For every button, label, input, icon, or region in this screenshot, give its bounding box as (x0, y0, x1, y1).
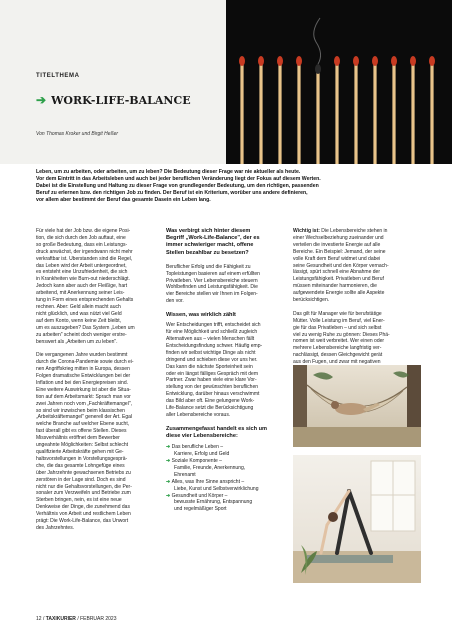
text-line: verteilen die investierte Energie auf alle (293, 241, 381, 248)
paragraph (166, 322, 284, 419)
subheading: Wissen, was wirklich zählt (166, 312, 236, 319)
match-head (296, 56, 302, 66)
text-line: nomen ist weit verbreitet. Wer einen oder (293, 338, 385, 345)
text-line: Alternativen aus – vielen Menschen fällt (166, 336, 255, 343)
text-column-3 (293, 228, 421, 373)
text-line: des Jahrzehntes. (36, 524, 75, 531)
text-line: auf dem Konto, wenn keine Zeit bleibt, (36, 317, 122, 324)
text-line: nicht nur die Gehaltsvorstellungen, die Per- (36, 483, 132, 490)
text-line: Wohlbefinden und Leistungsfähigkeit. Die (166, 284, 258, 291)
text-line: finden wir selbst wichtige Dinge als nicht (166, 349, 256, 356)
text-line: Denkweise der Dinge, die zunehmend das (36, 504, 130, 511)
text-line (293, 228, 421, 235)
lead-in: Wichtig ist: (293, 228, 320, 234)
list-item-continuation: Ehrenamt (174, 471, 196, 478)
text-line: Life-Balance setzt die Berücksichtigung (166, 405, 254, 412)
lead-line: Dabei ist die Einstellung und Haltung zu dieser Frage von grundlegender Bedeutung, um den richtigen, passenden (36, 183, 319, 189)
match-head (429, 56, 435, 66)
matches-image (226, 0, 452, 164)
list-item-text: Soziale Komponente – (171, 458, 222, 465)
hammock-photo (293, 365, 421, 447)
paragraph (166, 264, 284, 305)
text-line: Sterben bringen, nein, es ist eine neue (36, 497, 122, 504)
list-item-continuation: Familie, Freunde, Anerkennung, (174, 464, 246, 471)
arrow-bullet-icon: ➔ (166, 458, 172, 465)
match-head (391, 56, 397, 66)
text-line: welche Branche auf welcher Ebene sucht, (36, 421, 130, 428)
arrow-bullet-icon: ➔ (166, 444, 172, 451)
hero-banner (0, 0, 452, 164)
match-head (353, 56, 359, 66)
text-line: fast überall gibt es offene Stellen. Dieses (36, 428, 127, 435)
text-line: Mütter. Volle Leistung im Beruf, viel Ener- (293, 317, 385, 324)
lead-paragraph (36, 169, 426, 204)
text-line: Verhältnis von Arbeit und restlichem Leben (36, 511, 131, 518)
match-head (239, 56, 245, 66)
text-line: volle Kraft dem Beruf widmet und dabei (293, 255, 381, 262)
match-stick (259, 64, 262, 164)
arrow-bullet-icon: ➔ (166, 492, 172, 499)
text-line: es entsteht eine Unzufriedenheit, die sich (36, 269, 128, 276)
text-line: Wer Entscheidungen trifft, entscheidet sich (166, 322, 261, 329)
text-line: mehrere Lebensbereiche langfristig ver- (293, 345, 382, 352)
text-line: Jedoch kann aber auch der Fleißige, hart (36, 283, 128, 290)
page-number: 12 (36, 616, 42, 622)
page-footer (36, 616, 117, 622)
text-line: um es auszugeben? Das System „Leben um (36, 324, 135, 331)
text-line: ungeahnte Möglichkeiten: Selbst schlecht (36, 442, 129, 449)
text-line: Partner. Zwar haben viele eine klare Vor- (166, 377, 257, 384)
list-item (166, 458, 284, 479)
smoke-trail (314, 18, 321, 64)
match-stick (278, 64, 281, 164)
text-line: Entscheidungsfindung schwer. Häufig emp- (166, 342, 263, 349)
text-line: aller Lebensbereiche voraus. (166, 412, 231, 419)
byline: Von Thomas Kroker und Birgit Heßer (36, 131, 119, 137)
text-line: Die vergangenen Jahre wurden bestimmt (36, 352, 128, 359)
headline (36, 93, 191, 107)
text-line: seine Gesundheit und den Körper vernach- (293, 262, 389, 269)
text-line: einer Wechselbeziehung zueinander und (293, 234, 384, 241)
list-item-text: Das berufliche Leben – (171, 444, 224, 451)
paragraph (293, 311, 421, 373)
text-line: stellung von der gewünschten beruflichen (166, 384, 259, 391)
text-line: zu arbeiten" scheint doch weniger erstre- (36, 331, 127, 338)
text-line: das Bild aber oft. Eine gelungene Work- (166, 398, 255, 405)
text-line: so große Bedeutung, dass ein Leistungs- (36, 241, 128, 248)
lead-line: vor allem aber bestimmt der Beruf das gesamte Dasein ein Leben lang. (36, 197, 211, 203)
text-line: zerstören in der Lage sind. Doch es sind (36, 476, 126, 483)
text-line: Entwicklung, darüber hinaus verschwimmt (166, 391, 260, 398)
text-line: Inflation und bei den Energiepreisen sind. (36, 379, 129, 386)
text-line: oder ein längst fälliges Gespräch mit dem (166, 370, 258, 377)
text-line: vier Bereiche stellen wir Ihnen im Folgen- (166, 291, 258, 298)
subheading: Stellen bezahlbar zu besetzen? (166, 249, 249, 256)
footer-separator: / (42, 616, 46, 622)
text-line: für eine Möglichkeit und schließt zugleich (166, 329, 258, 336)
text-line: Privatleben. Vier Lebensbereiche steuern (166, 277, 258, 284)
text-line: nachlässigt, dessen Gleichgewicht gerät (293, 352, 383, 359)
text-line: prägt: Die Work-Life-Balance, das Unwort (36, 518, 129, 525)
text-line: verkraftbar ist. Überstanden sind die Regel, (36, 255, 133, 262)
text-line: Missverhältnis eröffnet dem Bewerber (36, 435, 120, 442)
text-line: rechnen. Aber: Geld allein macht auch (36, 303, 121, 310)
text-line: so sind wir inzwischen beim klassischen (36, 407, 125, 414)
text-line: Für viele hat der Job bzw. die eigene Posi- (36, 228, 131, 234)
title-panel (0, 0, 226, 164)
text-line: müssen miteinander harmonieren, die (293, 283, 377, 290)
list-item-first-line (166, 458, 284, 465)
text-column-1 (36, 228, 156, 532)
match-head (372, 56, 378, 66)
text-line: nen Angriffskrieg mitten in Europa, dessen (36, 366, 130, 373)
text-line: durch die Corona-Pandemie sowie durch ei- (36, 359, 134, 366)
lead-line: Leben, um zu arbeiten, oder arbeiten, um zu leben? Die Bedeutung dieser Frage war nie aktueller als heute. (36, 169, 301, 175)
list-item-continuation: und regelmäßiger Sport (174, 506, 227, 513)
match-stick (430, 64, 433, 164)
burnt-match-head (315, 64, 321, 74)
arrow-right-icon: ➔ (36, 93, 47, 107)
text-line: aus den Fugen, und zwar mit negativen (293, 359, 381, 366)
text-line: haltsvorstellungen in Vorstellungsgesprä- (36, 455, 128, 462)
text-line: das Leben wird der Arbeit untergeordnet, (36, 262, 127, 269)
subheading: immer schwieriger macht, offene (166, 242, 254, 249)
lead-line: Vor dem Eintritt in das Arbeitsleben und auch bei jeder beruflichen Veränderung liegt der Fokus auf diesem Werten. (36, 176, 321, 182)
magazine-name: TAXIKURIER (45, 616, 76, 622)
list-item-continuation: Karriere, Erfolg und Geld (174, 451, 230, 458)
text-line: über Jahrzehnte gewachsenen Betriebs zu (36, 469, 131, 476)
text-line: arbeitend, mit Anerkennung seiner Leis- (36, 290, 125, 297)
match-head (410, 56, 416, 66)
matches-illustration (226, 0, 452, 164)
list-item (166, 479, 284, 493)
text-line: dringend und schieben diese vor uns her. (166, 356, 258, 363)
list-item (166, 444, 284, 458)
text-line: Bereiche. Ein Beispiel: Jemand, der seine (293, 248, 386, 255)
text-line: Folgen dramatische Entwicklungen bei der (36, 373, 131, 380)
yoga-photo (293, 455, 421, 583)
paragraph (293, 228, 421, 304)
text-line: zwei Jahren noch vom „Fachkräftemangel", (36, 400, 132, 407)
match-stick (373, 64, 376, 164)
subheading: Zusammengefasst handelt es sich um (166, 425, 268, 432)
text-line: in Krankheiten wie Burn-out niederschlägt. (36, 276, 130, 283)
text-line (36, 345, 156, 352)
text-line: tion, die sich durch den Job auftaut, eine (36, 234, 126, 241)
text-line: sonaler zum Verzweifeln und Betriebe zum (36, 490, 131, 497)
list-item-first-line (166, 493, 284, 500)
text-line: Leistungsfähigkeit. Privatleben und Beruf (293, 276, 384, 283)
text-line: Topleistungen basieren auf einem erfüllten (166, 270, 260, 277)
text-line: Eine weitere Auswirkung ist aber die Situa- (36, 386, 131, 393)
match-stick (240, 64, 243, 164)
text-line: lässigt, spürt schnell eine Abnahme der (293, 269, 380, 276)
text-line: berücksichtigen. (293, 297, 330, 304)
list-item-continuation: Liebe, Kunst und Selbstverwirklichung (174, 485, 259, 492)
match-stick (392, 64, 395, 164)
text-line: qualifizierte Arbeitskräfte gehen mit Ge- (36, 448, 124, 455)
subheading: Begriff „Work-Life-Balance", der es (166, 235, 260, 242)
text-line: che, die das gesamte Lohngefüge eines (36, 462, 125, 469)
text-line: Das gilt für Manager wie für berufstätige (293, 310, 382, 317)
list-item-first-line (166, 444, 284, 451)
match-stick (316, 72, 319, 164)
text-line: viel zu wenig Ruhe zu gönnen: Dieses Phä- (293, 331, 390, 338)
text-line: nicht glücklich, und was nützt viel Geld (36, 310, 122, 317)
text-line: Das kann die nächste Sporteinheit sein (166, 363, 253, 370)
section-rubric: TITELTHEMA (36, 73, 80, 79)
subheading: Was verbirgt sich hinter diesem (166, 228, 251, 234)
text-line: tion auf dem Arbeitsmarkt: Sprach man vor (36, 393, 131, 400)
list-item-text: Alles, was Ihre Sinne anspricht – (171, 478, 245, 485)
match-head (258, 56, 264, 66)
text-line: den vor. (166, 298, 184, 305)
list-item (166, 493, 284, 514)
match-stick (297, 64, 300, 164)
match-stick (411, 64, 414, 164)
list-item-first-line (166, 479, 284, 486)
list-item-text: Gesundheit und Körper – (171, 492, 228, 499)
arrow-bullet-icon: ➔ (166, 478, 172, 485)
lead-line: Beruf zu erlernen bzw. den richtigen Job zu finden. Der Beruf ist ein Kriterium, worüber uns andere definieren, (36, 190, 308, 196)
match-stick (335, 64, 338, 164)
life-areas-list (166, 444, 284, 513)
text-line: benswert als „Arbeiten um zu leben". (36, 338, 118, 345)
match-stick (354, 64, 357, 164)
match-head (334, 56, 340, 66)
text-line: druck anwächst, der irgendwann nicht mehr (36, 248, 133, 255)
text-line: aufgewendete Energie sollte alle Aspekte (293, 290, 385, 297)
text-column-2 (166, 228, 284, 513)
text-line: Beruflicher Erfolg und die Fähigkeit zu (166, 263, 251, 270)
text-line: gie für das Privatleben – und sich selbst (293, 324, 382, 331)
list-item-continuation: bewusste Ernährung, Entspannung (174, 499, 253, 506)
match-head (277, 56, 283, 66)
lead-in-rest: Die Lebensbereiche stehen in (319, 228, 388, 234)
subheading: diese vier Lebensbereiche: (166, 433, 238, 440)
footer-separator: / (77, 616, 81, 622)
text-line: „Arbeitskräftemangel" generell der Art. Egal (36, 414, 132, 421)
issue-date: FEBRUAR 2023 (80, 616, 117, 622)
page-title: WORK-LIFE-BALANCE (51, 93, 191, 107)
text-line: tung in Form eines entsprechenden Gehalts (36, 297, 134, 304)
